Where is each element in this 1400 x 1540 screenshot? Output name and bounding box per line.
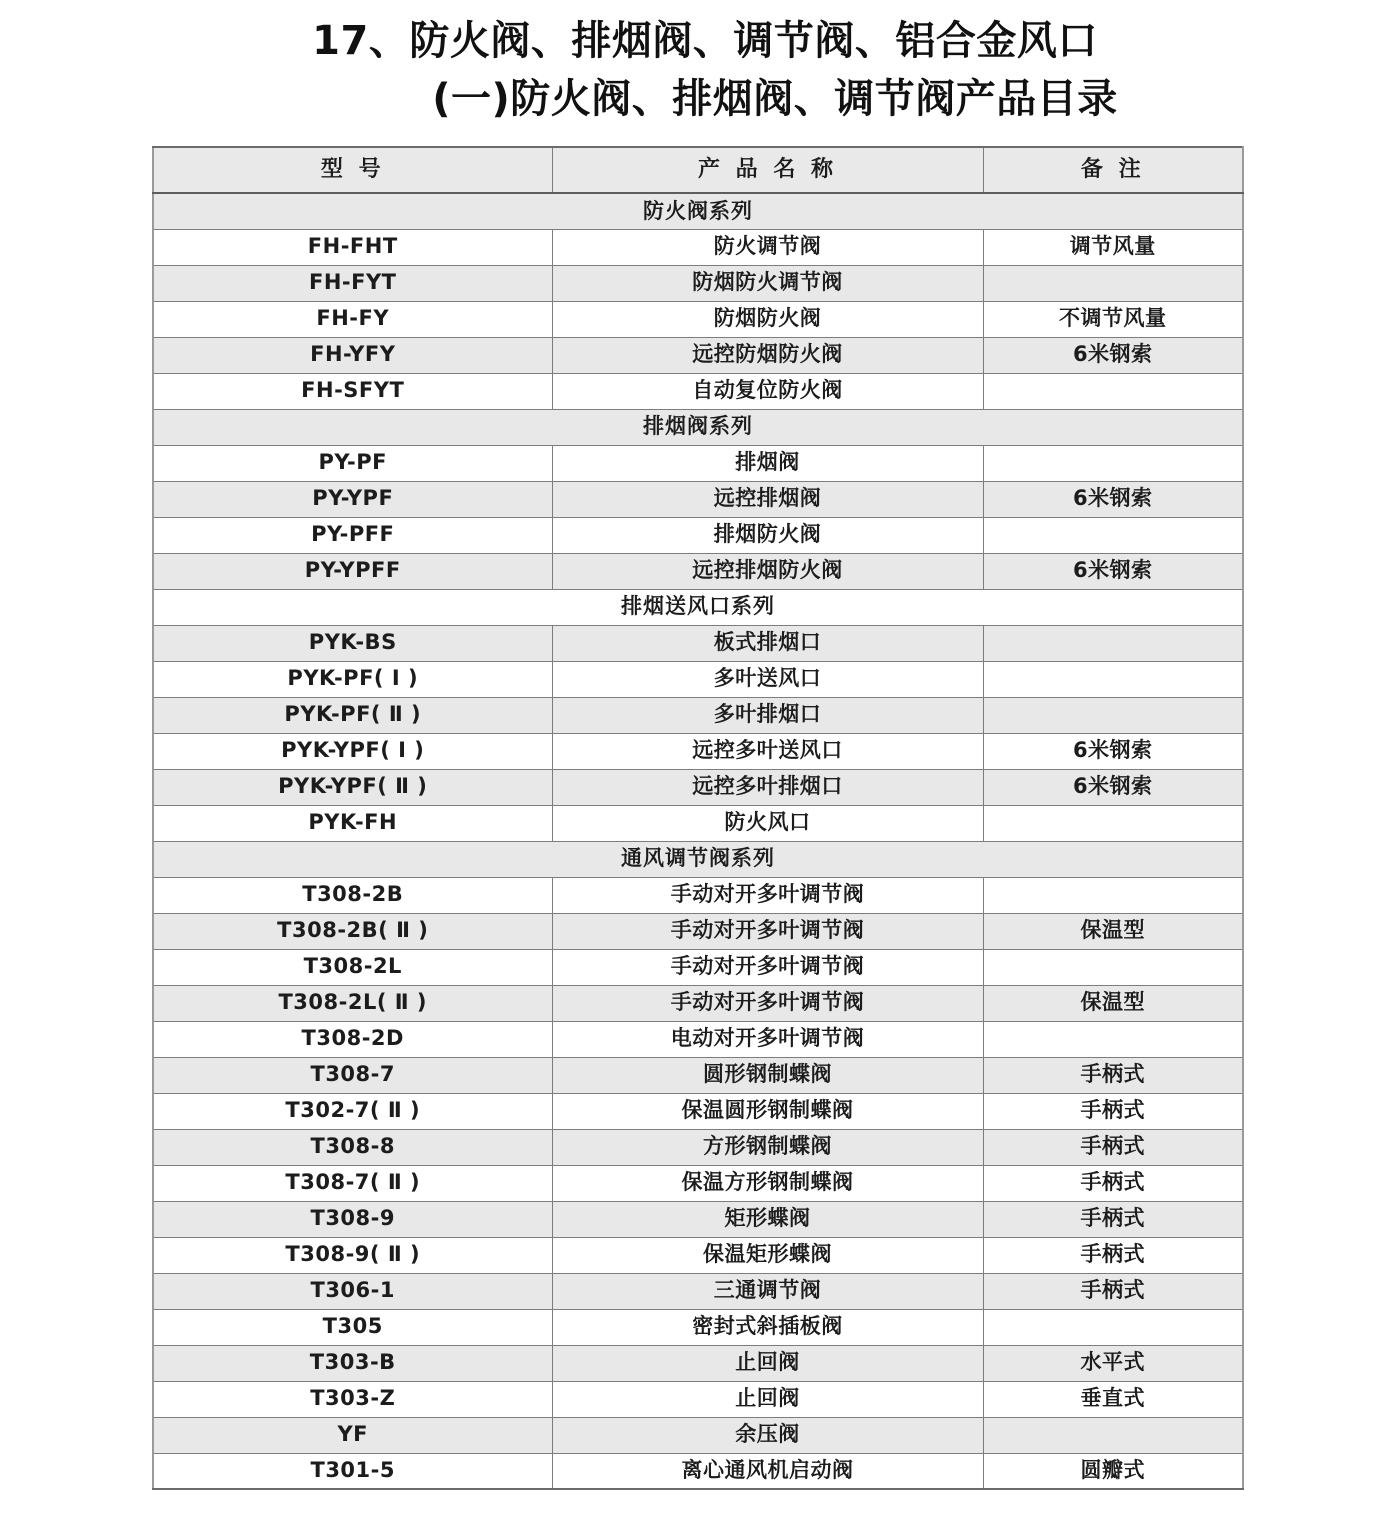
cell-model: PYK-PF( Ⅱ ) bbox=[153, 697, 552, 733]
cell-remark bbox=[983, 697, 1243, 733]
table-row bbox=[153, 1453, 1243, 1489]
cell-model: T305 bbox=[153, 1309, 552, 1345]
table-row bbox=[153, 769, 1243, 805]
cell-remark bbox=[983, 625, 1243, 661]
cell-remark bbox=[983, 661, 1243, 697]
cell-remark: 不调节风量 bbox=[983, 301, 1243, 337]
cell-model: FH-SFYT bbox=[153, 373, 552, 409]
cell-product-name: 止回阀 bbox=[552, 1345, 983, 1381]
cell-remark: 保温型 bbox=[983, 913, 1243, 949]
section-header-row bbox=[153, 193, 1243, 229]
cell-product-name: 远控排烟防火阀 bbox=[552, 553, 983, 589]
cell-remark: 保温型 bbox=[983, 985, 1243, 1021]
section-title: 排烟送风口系列 bbox=[153, 589, 1243, 625]
table-row bbox=[153, 805, 1243, 841]
cell-product-name: 防烟防火阀 bbox=[552, 301, 983, 337]
cell-remark: 垂直式 bbox=[983, 1381, 1243, 1417]
cell-model: FH-FY bbox=[153, 301, 552, 337]
cell-product-name: 密封式斜插板阀 bbox=[552, 1309, 983, 1345]
cell-model: T308-7 bbox=[153, 1057, 552, 1093]
cell-model: PY-PF bbox=[153, 445, 552, 481]
cell-remark bbox=[983, 877, 1243, 913]
cell-model: PYK-FH bbox=[153, 805, 552, 841]
cell-model: T308-2L( Ⅱ ) bbox=[153, 985, 552, 1021]
table-row bbox=[153, 229, 1243, 265]
table-row bbox=[153, 949, 1243, 985]
cell-remark bbox=[983, 517, 1243, 553]
cell-remark bbox=[983, 1417, 1243, 1453]
cell-remark bbox=[983, 445, 1243, 481]
cell-remark: 6米钢索 bbox=[983, 481, 1243, 517]
cell-model: T308-2B bbox=[153, 877, 552, 913]
table-row bbox=[153, 1417, 1243, 1453]
cell-product-name: 防火风口 bbox=[552, 805, 983, 841]
table-row bbox=[153, 1129, 1243, 1165]
table-row bbox=[153, 1273, 1243, 1309]
cell-product-name: 多叶排烟口 bbox=[552, 697, 983, 733]
cell-model: T308-9 bbox=[153, 1201, 552, 1237]
cell-model: T308-2L bbox=[153, 949, 552, 985]
table-row bbox=[153, 877, 1243, 913]
cell-remark: 调节风量 bbox=[983, 229, 1243, 265]
cell-product-name: 手动对开多叶调节阀 bbox=[552, 985, 983, 1021]
cell-remark: 6米钢索 bbox=[983, 553, 1243, 589]
cell-model: PY-YPFF bbox=[153, 553, 552, 589]
cell-product-name: 远控多叶排烟口 bbox=[552, 769, 983, 805]
table-row bbox=[153, 1021, 1243, 1057]
table-row bbox=[153, 337, 1243, 373]
cell-remark bbox=[983, 1309, 1243, 1345]
cell-product-name: 余压阀 bbox=[552, 1417, 983, 1453]
cell-model: T306-1 bbox=[153, 1273, 552, 1309]
cell-product-name: 方形钢制蝶阀 bbox=[552, 1129, 983, 1165]
cell-product-name: 排烟防火阀 bbox=[552, 517, 983, 553]
column-header-name: 产 品 名 称 bbox=[552, 147, 983, 193]
table-row bbox=[153, 373, 1243, 409]
cell-product-name: 保温矩形蝶阀 bbox=[552, 1237, 983, 1273]
table-row bbox=[153, 553, 1243, 589]
cell-product-name: 多叶送风口 bbox=[552, 661, 983, 697]
table-row bbox=[153, 697, 1243, 733]
cell-model: PY-YPF bbox=[153, 481, 552, 517]
cell-product-name: 防烟防火调节阀 bbox=[552, 265, 983, 301]
table-row bbox=[153, 913, 1243, 949]
table-row bbox=[153, 733, 1243, 769]
cell-product-name: 远控多叶送风口 bbox=[552, 733, 983, 769]
cell-remark: 圆瓣式 bbox=[983, 1453, 1243, 1489]
cell-model: PYK-YPF( Ⅰ ) bbox=[153, 733, 552, 769]
cell-product-name: 远控防烟防火阀 bbox=[552, 337, 983, 373]
table-body bbox=[153, 193, 1243, 1489]
table-row bbox=[153, 1201, 1243, 1237]
table-row bbox=[153, 481, 1243, 517]
section-title: 防火阀系列 bbox=[153, 193, 1243, 229]
cell-product-name: 排烟阀 bbox=[552, 445, 983, 481]
column-header-remark: 备 注 bbox=[983, 147, 1243, 193]
table-row bbox=[153, 517, 1243, 553]
cell-product-name: 保温圆形钢制蝶阀 bbox=[552, 1093, 983, 1129]
page-title: 17、防火阀、排烟阀、调节阀、铝合金风口 bbox=[312, 18, 1098, 64]
cell-product-name: 止回阀 bbox=[552, 1381, 983, 1417]
title-block bbox=[0, 0, 1400, 124]
page-subtitle: (一)防火阀、排烟阀、调节阀产品目录 bbox=[432, 76, 1118, 122]
cell-remark bbox=[983, 1021, 1243, 1057]
cell-remark: 手柄式 bbox=[983, 1237, 1243, 1273]
catalog-table-container bbox=[0, 146, 1400, 1490]
section-header-row bbox=[153, 589, 1243, 625]
cell-product-name: 远控排烟阀 bbox=[552, 481, 983, 517]
table-row bbox=[153, 1381, 1243, 1417]
cell-product-name: 三通调节阀 bbox=[552, 1273, 983, 1309]
section-header-row bbox=[153, 841, 1243, 877]
cell-model: T308-2B( Ⅱ ) bbox=[153, 913, 552, 949]
cell-remark bbox=[983, 805, 1243, 841]
cell-model: T308-8 bbox=[153, 1129, 552, 1165]
table-row bbox=[153, 1345, 1243, 1381]
cell-product-name: 电动对开多叶调节阀 bbox=[552, 1021, 983, 1057]
cell-remark: 手柄式 bbox=[983, 1093, 1243, 1129]
table-row bbox=[153, 265, 1243, 301]
column-header-model: 型 号 bbox=[153, 147, 552, 193]
table-row bbox=[153, 1093, 1243, 1129]
cell-model: PY-PFF bbox=[153, 517, 552, 553]
cell-remark bbox=[983, 265, 1243, 301]
cell-model: T302-7( Ⅱ ) bbox=[153, 1093, 552, 1129]
cell-model: T303-Z bbox=[153, 1381, 552, 1417]
table-header-row bbox=[153, 147, 1243, 193]
section-title: 排烟阀系列 bbox=[153, 409, 1243, 445]
cell-product-name: 手动对开多叶调节阀 bbox=[552, 877, 983, 913]
cell-remark bbox=[983, 373, 1243, 409]
table-row bbox=[153, 445, 1243, 481]
table-row bbox=[153, 661, 1243, 697]
cell-model: FH-FHT bbox=[153, 229, 552, 265]
cell-remark: 手柄式 bbox=[983, 1129, 1243, 1165]
cell-model: PYK-BS bbox=[153, 625, 552, 661]
cell-model: PYK-YPF( Ⅱ ) bbox=[153, 769, 552, 805]
cell-product-name: 离心通风机启动阀 bbox=[552, 1453, 983, 1489]
cell-remark: 手柄式 bbox=[983, 1165, 1243, 1201]
cell-product-name: 板式排烟口 bbox=[552, 625, 983, 661]
cell-model: T303-B bbox=[153, 1345, 552, 1381]
cell-model: T308-2D bbox=[153, 1021, 552, 1057]
cell-remark: 6米钢索 bbox=[983, 337, 1243, 373]
cell-product-name: 防火调节阀 bbox=[552, 229, 983, 265]
table-header bbox=[153, 147, 1243, 193]
cell-model: T308-7( Ⅱ ) bbox=[153, 1165, 552, 1201]
cell-remark: 手柄式 bbox=[983, 1057, 1243, 1093]
cell-product-name: 自动复位防火阀 bbox=[552, 373, 983, 409]
table-row bbox=[153, 1237, 1243, 1273]
cell-model: T301-5 bbox=[153, 1453, 552, 1489]
cell-model: FH-FYT bbox=[153, 265, 552, 301]
section-header-row bbox=[153, 409, 1243, 445]
cell-remark: 水平式 bbox=[983, 1345, 1243, 1381]
cell-product-name: 矩形蝶阀 bbox=[552, 1201, 983, 1237]
cell-model: FH-YFY bbox=[153, 337, 552, 373]
cell-remark: 6米钢索 bbox=[983, 733, 1243, 769]
cell-remark bbox=[983, 949, 1243, 985]
cell-remark: 6米钢索 bbox=[983, 769, 1243, 805]
cell-model: YF bbox=[153, 1417, 552, 1453]
cell-product-name: 手动对开多叶调节阀 bbox=[552, 913, 983, 949]
table-row bbox=[153, 1057, 1243, 1093]
table-row bbox=[153, 1165, 1243, 1201]
product-catalog-table bbox=[152, 146, 1244, 1490]
cell-product-name: 圆形钢制蝶阀 bbox=[552, 1057, 983, 1093]
cell-model: T308-9( Ⅱ ) bbox=[153, 1237, 552, 1273]
cell-remark: 手柄式 bbox=[983, 1201, 1243, 1237]
cell-model: PYK-PF( Ⅰ ) bbox=[153, 661, 552, 697]
table-row bbox=[153, 301, 1243, 337]
cell-remark: 手柄式 bbox=[983, 1273, 1243, 1309]
cell-product-name: 保温方形钢制蝶阀 bbox=[552, 1165, 983, 1201]
table-row bbox=[153, 625, 1243, 661]
cell-product-name: 手动对开多叶调节阀 bbox=[552, 949, 983, 985]
section-title: 通风调节阀系列 bbox=[153, 841, 1243, 877]
table-row bbox=[153, 1309, 1243, 1345]
table-row bbox=[153, 985, 1243, 1021]
